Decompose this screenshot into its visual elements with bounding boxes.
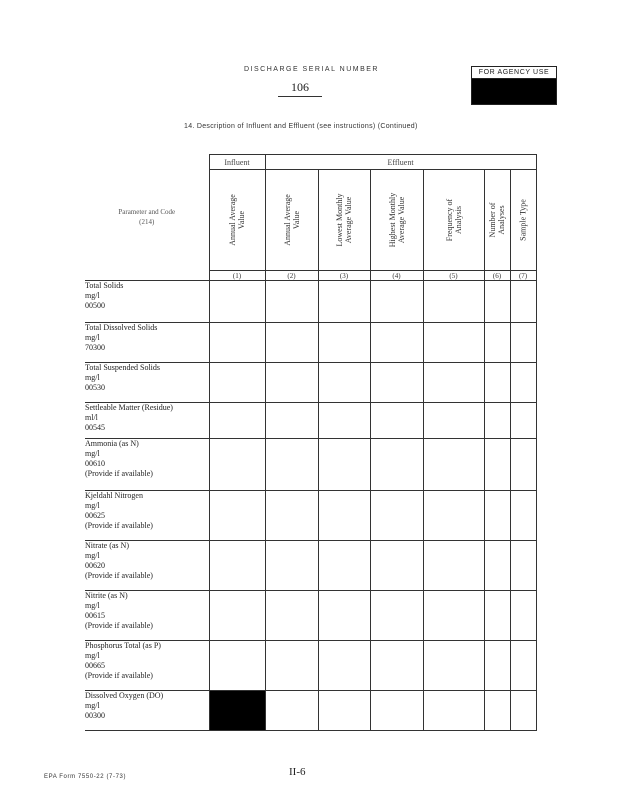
- parameter-line: Nitrite (as N): [85, 591, 128, 600]
- column-header-label-line: Annual Average: [282, 194, 292, 246]
- entry-cell[interactable]: [318, 541, 370, 591]
- parameter-cell: [85, 323, 209, 363]
- entry-cell[interactable]: [423, 691, 484, 731]
- parameter-line: mg/l: [85, 701, 100, 710]
- entry-cell[interactable]: [423, 491, 484, 541]
- column-number: (2): [265, 271, 318, 281]
- entry-cell[interactable]: [370, 281, 423, 323]
- section-title: 14. Description of Influent and Effluent (see instructions) (Continued): [184, 123, 418, 130]
- entry-cell[interactable]: [209, 281, 265, 323]
- column-number: (1): [209, 271, 265, 281]
- influent-effluent-table: [85, 154, 537, 731]
- parameter-line: 00545: [85, 423, 105, 432]
- entry-cell[interactable]: [510, 281, 536, 323]
- entry-cell[interactable]: [423, 323, 484, 363]
- column-header-label: [283, 194, 301, 246]
- column-header-label: [519, 199, 528, 241]
- entry-cell[interactable]: [510, 403, 536, 439]
- entry-cell[interactable]: [510, 491, 536, 541]
- agency-use-box: [471, 66, 557, 105]
- parameter-header-title: Parameter and Code: [118, 208, 176, 217]
- influent-group-header: Influent: [209, 155, 265, 170]
- entry-cell[interactable]: [209, 439, 265, 491]
- column-number: (3): [318, 271, 370, 281]
- column-number: (6): [484, 271, 510, 281]
- entry-cell[interactable]: [510, 591, 536, 641]
- entry-cell[interactable]: [265, 691, 318, 731]
- parameter-cell: [85, 591, 209, 641]
- entry-cell[interactable]: [484, 281, 510, 323]
- entry-cell[interactable]: [265, 439, 318, 491]
- column-header-label-line: Analysis: [453, 206, 463, 234]
- parameter-line: Nitrate (as N): [85, 541, 129, 550]
- parameter-line: Settleable Matter (Residue): [85, 403, 173, 412]
- table-row: [85, 363, 536, 403]
- entry-cell[interactable]: [423, 439, 484, 491]
- column-header-label-line: Highest Monthly: [387, 192, 397, 248]
- parameter-header-code: (214): [139, 218, 155, 227]
- entry-cell[interactable]: [265, 281, 318, 323]
- parameter-line: Total Solids: [85, 281, 124, 290]
- parameter-line: mg/l: [85, 501, 100, 510]
- parameter-line: ml/l: [85, 413, 98, 422]
- entry-cell[interactable]: [510, 363, 536, 403]
- entry-cell[interactable]: [423, 541, 484, 591]
- entry-cell[interactable]: [484, 403, 510, 439]
- entry-cell[interactable]: [318, 439, 370, 491]
- entry-cell[interactable]: [318, 491, 370, 541]
- column-header-3: [318, 170, 370, 271]
- column-header-label: [388, 193, 406, 247]
- parameter-line: mg/l: [85, 291, 100, 300]
- entry-cell[interactable]: [423, 363, 484, 403]
- entry-cell[interactable]: [209, 491, 265, 541]
- parameter-line: (Provide if available): [85, 671, 153, 680]
- entry-cell[interactable]: [484, 541, 510, 591]
- parameter-line: 00620: [85, 561, 105, 570]
- entry-cell[interactable]: [370, 541, 423, 591]
- parameter-cell: [85, 439, 209, 491]
- entry-cell[interactable]: [370, 591, 423, 641]
- entry-cell[interactable]: [484, 439, 510, 491]
- entry-cell[interactable]: [370, 323, 423, 363]
- column-header-2: [265, 170, 318, 271]
- entry-cell[interactable]: [209, 541, 265, 591]
- effluent-group-header: Effluent: [265, 155, 536, 170]
- entry-cell[interactable]: [484, 641, 510, 691]
- parameter-cell: [85, 491, 209, 541]
- parameter-line: Kjeldahl Nitrogen: [85, 491, 143, 500]
- entry-cell[interactable]: [484, 363, 510, 403]
- entry-cell[interactable]: [510, 691, 536, 731]
- discharge-serial-number-value: 106: [278, 80, 322, 97]
- entry-cell[interactable]: [370, 403, 423, 439]
- entry-cell[interactable]: [370, 439, 423, 491]
- parameter-cell: [85, 541, 209, 591]
- entry-cell[interactable]: [209, 591, 265, 641]
- parameter-line: 00625: [85, 511, 105, 520]
- entry-cell[interactable]: [265, 491, 318, 541]
- column-header-label-line: Value: [291, 210, 301, 230]
- table-row: [85, 641, 536, 691]
- parameter-line: mg/l: [85, 601, 100, 610]
- entry-cell[interactable]: [265, 323, 318, 363]
- agency-use-redaction: [472, 79, 556, 104]
- entry-cell[interactable]: [265, 641, 318, 691]
- entry-cell[interactable]: [510, 541, 536, 591]
- discharge-serial-number-label: DISCHARGE SERIAL NUMBER: [244, 66, 379, 73]
- entry-cell[interactable]: [370, 491, 423, 541]
- entry-cell[interactable]: [484, 323, 510, 363]
- entry-cell[interactable]: [484, 591, 510, 641]
- parameter-cell: [85, 641, 209, 691]
- column-header-label-line: Sample Type: [518, 199, 528, 241]
- column-number: (4): [370, 271, 423, 281]
- parameter-line: (Provide if available): [85, 571, 153, 580]
- parameter-line: (Provide if available): [85, 469, 153, 478]
- parameter-line: mg/l: [85, 551, 100, 560]
- parameter-line: (Provide if available): [85, 521, 153, 530]
- column-header-5: [423, 170, 484, 271]
- parameter-line: Dissolved Oxygen (DO): [85, 691, 164, 700]
- entry-cell[interactable]: [318, 591, 370, 641]
- parameter-line: 00615: [85, 611, 105, 620]
- parameter-header: [85, 155, 209, 281]
- column-number: (5): [423, 271, 484, 281]
- table-row: [85, 541, 536, 591]
- column-number: (7): [510, 271, 536, 281]
- parameter-line: (Provide if available): [85, 621, 153, 630]
- parameter-line: Total Dissolved Solids: [85, 323, 158, 332]
- entry-cell[interactable]: [265, 363, 318, 403]
- redacted-cell: [209, 691, 265, 731]
- column-header-label: [488, 203, 506, 238]
- entry-cell[interactable]: [265, 591, 318, 641]
- parameter-line: 00610: [85, 459, 105, 468]
- entry-cell[interactable]: [423, 281, 484, 323]
- entry-cell[interactable]: [318, 323, 370, 363]
- entry-cell[interactable]: [370, 691, 423, 731]
- table-row: [85, 491, 536, 541]
- entry-cell[interactable]: [265, 403, 318, 439]
- column-header-label-line: Analyses: [497, 205, 506, 235]
- parameter-cell: [85, 281, 209, 323]
- parameter-line: 00500: [85, 301, 105, 310]
- entry-cell[interactable]: [318, 403, 370, 439]
- parameter-line: mg/l: [85, 333, 100, 342]
- entry-cell[interactable]: [318, 641, 370, 691]
- column-header-label-line: Number of: [488, 202, 497, 238]
- column-header-4: [370, 170, 423, 271]
- page-number: II-6: [289, 766, 306, 778]
- parameter-line: mg/l: [85, 449, 100, 458]
- table-row: [85, 691, 536, 731]
- entry-cell[interactable]: [209, 363, 265, 403]
- column-header-label: [445, 199, 463, 241]
- column-header-label-line: Lowest Monthly: [335, 193, 344, 247]
- table-row: [85, 323, 536, 363]
- parameter-line: 00530: [85, 383, 105, 392]
- table-row: [85, 439, 536, 491]
- column-header-7: [510, 170, 536, 271]
- entry-cell[interactable]: [318, 363, 370, 403]
- column-header-6: [484, 170, 510, 271]
- entry-cell[interactable]: [423, 641, 484, 691]
- parameter-line: Ammonia (as N): [85, 439, 139, 448]
- column-header-label-line: Value: [237, 210, 246, 230]
- parameter-line: 00300: [85, 711, 105, 720]
- table-row: [85, 591, 536, 641]
- agency-use-label: FOR AGENCY USE: [472, 67, 556, 79]
- entry-cell[interactable]: [370, 641, 423, 691]
- parameter-line: 70300: [85, 343, 105, 352]
- parameter-line: mg/l: [85, 651, 100, 660]
- entry-cell[interactable]: [209, 641, 265, 691]
- entry-cell[interactable]: [423, 403, 484, 439]
- entry-cell[interactable]: [510, 323, 536, 363]
- parameter-line: mg/l: [85, 373, 100, 382]
- entry-cell[interactable]: [318, 281, 370, 323]
- entry-cell[interactable]: [318, 691, 370, 731]
- column-header-label: [335, 193, 353, 246]
- entry-cell[interactable]: [209, 323, 265, 363]
- entry-cell[interactable]: [370, 363, 423, 403]
- entry-cell[interactable]: [423, 591, 484, 641]
- column-header-label: [228, 194, 246, 246]
- table-row: [85, 403, 536, 439]
- column-header-label-line: Annual Average: [228, 194, 237, 246]
- entry-cell[interactable]: [510, 641, 536, 691]
- table-row: [85, 281, 536, 323]
- entry-cell[interactable]: [510, 439, 536, 491]
- parameter-cell: [85, 691, 209, 731]
- parameter-cell: [85, 363, 209, 403]
- parameter-line: Phosphorus Total (as P): [85, 641, 161, 650]
- entry-cell[interactable]: [265, 541, 318, 591]
- parameter-line: Total Suspended Solids: [85, 363, 160, 372]
- entry-cell[interactable]: [209, 403, 265, 439]
- form-id: EPA Form 7550-22 (7-73): [44, 774, 127, 780]
- entry-cell[interactable]: [484, 691, 510, 731]
- column-header-label-line: Average Value: [396, 196, 406, 244]
- column-header-label-line: Average Value: [344, 196, 353, 244]
- entry-cell[interactable]: [484, 491, 510, 541]
- parameter-line: 00665: [85, 661, 105, 670]
- column-header-label-line: Frequency of: [444, 198, 454, 242]
- column-header-1: [209, 170, 265, 271]
- parameter-cell: [85, 403, 209, 439]
